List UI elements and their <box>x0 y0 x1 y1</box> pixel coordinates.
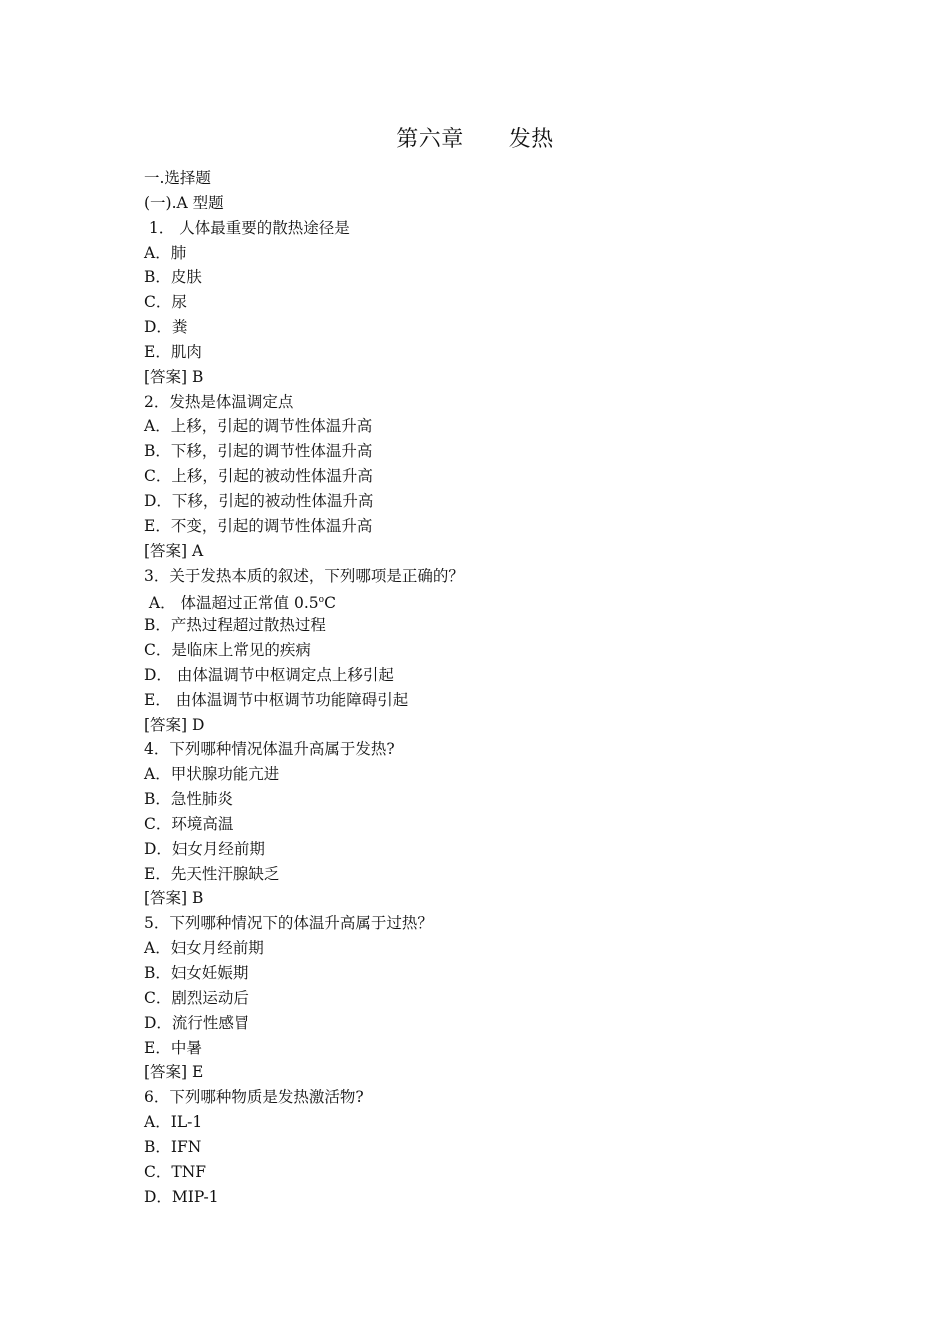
chapter-title: 第六章 发热 <box>396 127 554 152</box>
option-line: C．尿 <box>144 293 187 312</box>
option-line: B．IFN <box>144 1137 202 1156</box>
option-line: D．MIP-1 <box>144 1187 219 1206</box>
option-line: B．产热过程超过散热过程 <box>144 616 326 635</box>
option-line: E．肌肉 <box>144 342 202 361</box>
question-2: 2．发热是体温调定点 <box>144 392 294 411</box>
question-6: 6．下列哪种物质是发热激活物? <box>144 1088 364 1107</box>
degree-sign: o <box>318 595 325 606</box>
answer-line: [答案] B <box>144 367 204 386</box>
question-5: 5．下列哪种情况下的体温升高属于过热？ <box>144 914 433 933</box>
option-line: E．中暑 <box>144 1038 202 1057</box>
option-line: B．下移，引起的调节性体温升高 <box>144 442 373 461</box>
option-line: D．下移，引起的被动性体温升高 <box>144 491 374 510</box>
question-1: 1． 人体最重要的散热途径是 <box>144 218 350 237</box>
option-line: C．环境高温 <box>144 814 234 833</box>
option-line: A．妇女月经前期 <box>144 939 264 958</box>
section-heading: 一.选择题 <box>144 169 211 187</box>
option-line: B．急性肺炎 <box>144 790 233 809</box>
option-line: D．流行性感冒 <box>144 1013 250 1032</box>
option-line: A．IL-1 <box>144 1113 203 1132</box>
option-line: D． 由体温调节中枢调定点上移引起 <box>144 665 394 684</box>
option-line: B．妇女妊娠期 <box>144 964 249 982</box>
option-line: E． 由体温调节中枢调节功能障碍引起 <box>144 690 409 709</box>
option-line: C．上移，引起的被动性体温升高 <box>144 467 373 486</box>
option-line: C．剧烈运动后 <box>144 988 249 1007</box>
option-text: A． 体温超过正常值 0.5 <box>144 594 319 613</box>
option-line: C．是临床上常见的疾病 <box>144 641 311 660</box>
question-4: 4．下列哪种情况体温升高属于发热? <box>144 740 395 759</box>
option-line <box>144 588 844 613</box>
option-line: E．先天性汗腺缺乏 <box>144 864 280 883</box>
degree-unit: C <box>324 594 336 613</box>
option-line: A．甲状腺功能亢进 <box>144 765 280 784</box>
option-line: B．皮肤 <box>144 268 202 287</box>
answer-line: [答案] B <box>144 889 204 908</box>
option-line: D．粪 <box>144 318 188 337</box>
option-line: C．TNF <box>144 1162 207 1181</box>
option-line: A．肺 <box>144 243 187 262</box>
option-line: D．妇女月经前期 <box>144 839 265 858</box>
question-3: 3．关于发热本质的叙述，下列哪项是正确的？ <box>144 566 464 585</box>
answer-line: [答案] A <box>144 541 204 560</box>
question-list <box>144 166 844 1209</box>
option-line: E．不变，引起的调节性体温升高 <box>144 516 373 535</box>
answer-line: [答案] D <box>144 715 205 734</box>
answer-line: [答案] E <box>144 1063 204 1082</box>
subsection-heading: (一).A 型题 <box>144 193 224 212</box>
option-line: A．上移，引起的调节性体温升高 <box>144 417 373 436</box>
